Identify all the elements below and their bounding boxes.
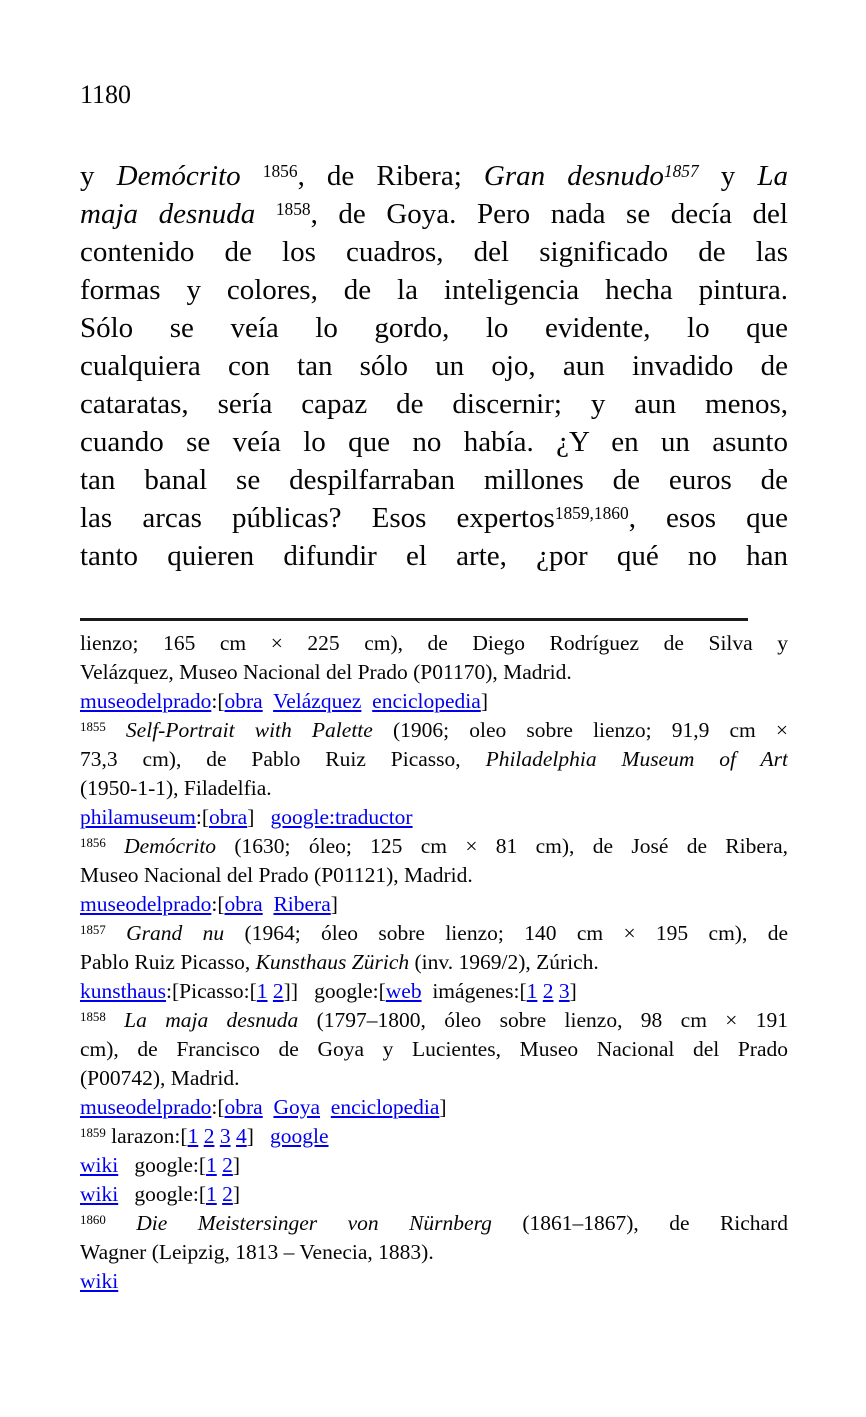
text-line [80,890,788,919]
text-line [80,948,788,977]
text-line [80,537,788,575]
text-run: cualquiera con tan sólo un ojo, aun invadido de [80,350,788,382]
page-number: 1180 [80,80,132,109]
text-run: las arcas públicas? Esos expertos [80,502,555,534]
text-run: y [80,160,117,192]
link[interactable]: enciclopedia [372,689,481,713]
footnote-ref: 1857 [663,161,699,182]
footnote-1856 [80,832,788,919]
text-run: Velázquez, Museo Nacional del Prado (P01170), Madrid. [80,660,572,684]
footnote-ref: 1860 [80,1213,106,1228]
link[interactable]: obra [224,1095,263,1119]
link[interactable]: Goya [273,1095,321,1119]
text-run: ]] google:[ [283,979,386,1003]
text-run: (1797–1800, óleo sobre lienzo, 98 cm × 191 [298,1008,788,1032]
link[interactable]: 1 [206,1182,217,1206]
footnote-1858 [80,1006,788,1122]
text-run [106,718,126,742]
text-run: (1630; óleo; 125 cm × 81 cm), de José de Ribera, [216,834,788,858]
text-run [106,1211,136,1235]
link[interactable]: wiki [80,1153,119,1177]
footnote-1857 [80,919,788,1006]
text-line [80,1064,788,1093]
text-run [263,892,274,916]
text-line [80,832,788,861]
text-run: tan banal se despilfarraban millones de euros de [80,464,788,496]
text-run: Kunsthaus Zürich [255,950,410,974]
footnote-ref: 1859 [80,1126,106,1141]
text-run: ] [246,1124,270,1148]
text-run: ] [569,979,577,1003]
text-run: (1950-1-1), Filadelfia. [80,776,272,800]
link[interactable]: enciclopedia [330,1095,440,1119]
footnote-ref: 1858 [80,1010,106,1025]
text-line [80,919,788,948]
link[interactable]: obra [224,689,263,713]
text-line [80,195,788,233]
text-run [255,198,276,230]
text-run: ] [232,1182,241,1206]
text-line [80,1093,788,1122]
link[interactable]: 1 [256,979,268,1003]
text-line [80,716,788,745]
footnote-1860 [80,1209,788,1296]
text-line [80,385,788,423]
link[interactable]: 3 [219,1124,231,1148]
link[interactable]: 4 [235,1124,247,1148]
text-line [80,1180,788,1209]
text-run: google:[ [118,1182,207,1206]
link[interactable]: Velázquez [273,689,362,713]
text-line [80,774,788,803]
link[interactable]: 1 [187,1124,199,1148]
text-run: :[ [211,689,225,713]
link[interactable]: museodelprado [80,1095,212,1119]
text-run: :[ [211,892,225,916]
link[interactable]: wiki [80,1182,119,1206]
link[interactable]: google:traductor [270,805,413,829]
link[interactable]: 1 [206,1153,217,1177]
link[interactable]: 3 [558,979,570,1003]
text-line [80,1151,788,1180]
text-line [80,629,788,658]
text-run: google:[ [118,1153,207,1177]
text-run: larazon:[ [105,1124,188,1148]
text-run [106,1008,124,1032]
link[interactable]: 2 [272,979,284,1003]
text-line [80,1209,788,1238]
text-run: :[ [195,805,209,829]
text-run: Philadelphia Museum of Art [485,747,788,771]
link[interactable]: 2 [222,1153,233,1177]
text-run: cuando se veía lo que no había. ¿Y en un asunto [80,426,788,458]
text-run: Self-Portrait with Palette [125,718,373,742]
text-run [241,160,263,192]
text-line [80,309,788,347]
link[interactable]: 1 [526,979,538,1003]
text-line [80,347,788,385]
text-run: y [698,160,758,192]
text-run: Demócrito [116,160,241,192]
text-run: La maja desnuda [124,1008,299,1032]
text-run: :[Picasso:[ [166,979,257,1003]
text-line [80,423,788,461]
text-line [80,271,788,309]
link[interactable]: philamuseum [80,805,196,829]
text-run: Museo Nacional del Prado (P01121), Madrid. [80,863,473,887]
text-line [80,233,788,271]
link[interactable]: museodelprado [80,892,212,916]
text-run: Wagner (Leipzig, 1813 – Venecia, 1883). [80,1240,434,1264]
text-line [80,1006,788,1035]
text-run [263,689,273,713]
page-body [80,157,788,575]
footnotes-section [80,629,788,1296]
link[interactable]: obra [224,892,263,916]
link[interactable]: museodelprado [80,689,212,713]
text-run: (1861–1867), de Richard [491,1211,788,1235]
text-run: cm), de Francisco de Goya y Lucientes, Museo Nacional del Prado [80,1037,788,1061]
link[interactable]: Ribera [273,892,331,916]
text-run [106,921,126,945]
text-line [80,1238,788,1267]
text-line [80,157,788,195]
text-run: Die Meistersinger von Nürnberg [136,1211,492,1235]
text-run: ] [480,689,488,713]
text-run: imágenes:[ [421,979,527,1003]
text-run: cataratas, sería capaz de discernir; y aun menos, [80,388,788,420]
text-run: Pablo Ruiz Picasso, [80,950,256,974]
text-run: ] [247,805,271,829]
footnote-1859 [80,1122,788,1209]
footnote-ref: 1858 [275,199,311,220]
text-run: ] [330,892,338,916]
text-run [106,834,124,858]
text-line [80,977,788,1006]
text-run [361,689,372,713]
text-run: maja desnuda [80,198,256,230]
text-line [80,1035,788,1064]
text-line [80,861,788,890]
text-run: lienzo; 165 cm × 225 cm), de Diego Rodríguez de Silva y [80,631,788,655]
text-run: (inv. 1969/2), Zúrich. [409,950,599,974]
text-line [80,499,788,537]
text-run: , esos que [628,502,788,534]
text-run: ] [232,1153,241,1177]
text-run: Demócrito [124,834,217,858]
text-line [80,687,788,716]
text-run: formas y colores, de la inteligencia hecha pintura. [80,274,788,306]
text-run: 73,3 cm), de Pablo Ruiz Picasso, [80,747,486,771]
text-run: Grand nu [126,921,225,945]
text-line [80,461,788,499]
link[interactable]: 2 [542,979,554,1003]
text-run: , de Ribera; [297,160,484,192]
text-run: (1964; óleo sobre lienzo; 140 cm × 195 cm), de [224,921,788,945]
text-line [80,745,788,774]
text-run: :[ [211,1095,225,1119]
footnote-ref: 1859,1860 [554,503,629,524]
link[interactable]: wiki [80,1269,119,1293]
footnote-ref: 1855 [80,720,106,735]
text-run: tanto quieren difundir el arte, ¿por qué no han [80,540,788,572]
link[interactable]: 2 [203,1124,215,1148]
link[interactable]: google [269,1124,329,1148]
text-line [80,658,788,687]
text-line [80,803,788,832]
text-run: Sólo se veía lo gordo, lo evidente, lo que [80,312,788,344]
text-run: , de Goya. Pero nada se decía del [310,198,788,230]
link[interactable]: web [385,979,422,1003]
text-line [80,1267,788,1296]
text-line [80,1122,788,1151]
text-run: La [757,160,788,192]
footnote-ref: 1856 [262,161,298,182]
text-run: Gran desnudo [483,160,664,192]
footnote-1855 [80,716,788,832]
text-run: ] [439,1095,447,1119]
footnote-separator [80,618,748,621]
link[interactable]: 2 [222,1182,233,1206]
text-run: contenido de los cuadros, del significado de las [80,236,788,268]
link[interactable]: obra [209,805,248,829]
footnote-continuation [80,629,788,716]
text-run: (1906; oleo sobre lienzo; 91,9 cm × [372,718,788,742]
footnote-ref: 1857 [80,923,106,938]
text-run [263,1095,274,1119]
link[interactable]: kunsthaus [80,979,166,1003]
footnote-ref: 1856 [80,836,106,851]
text-run: (P00742), Madrid. [80,1066,240,1090]
text-run [320,1095,331,1119]
